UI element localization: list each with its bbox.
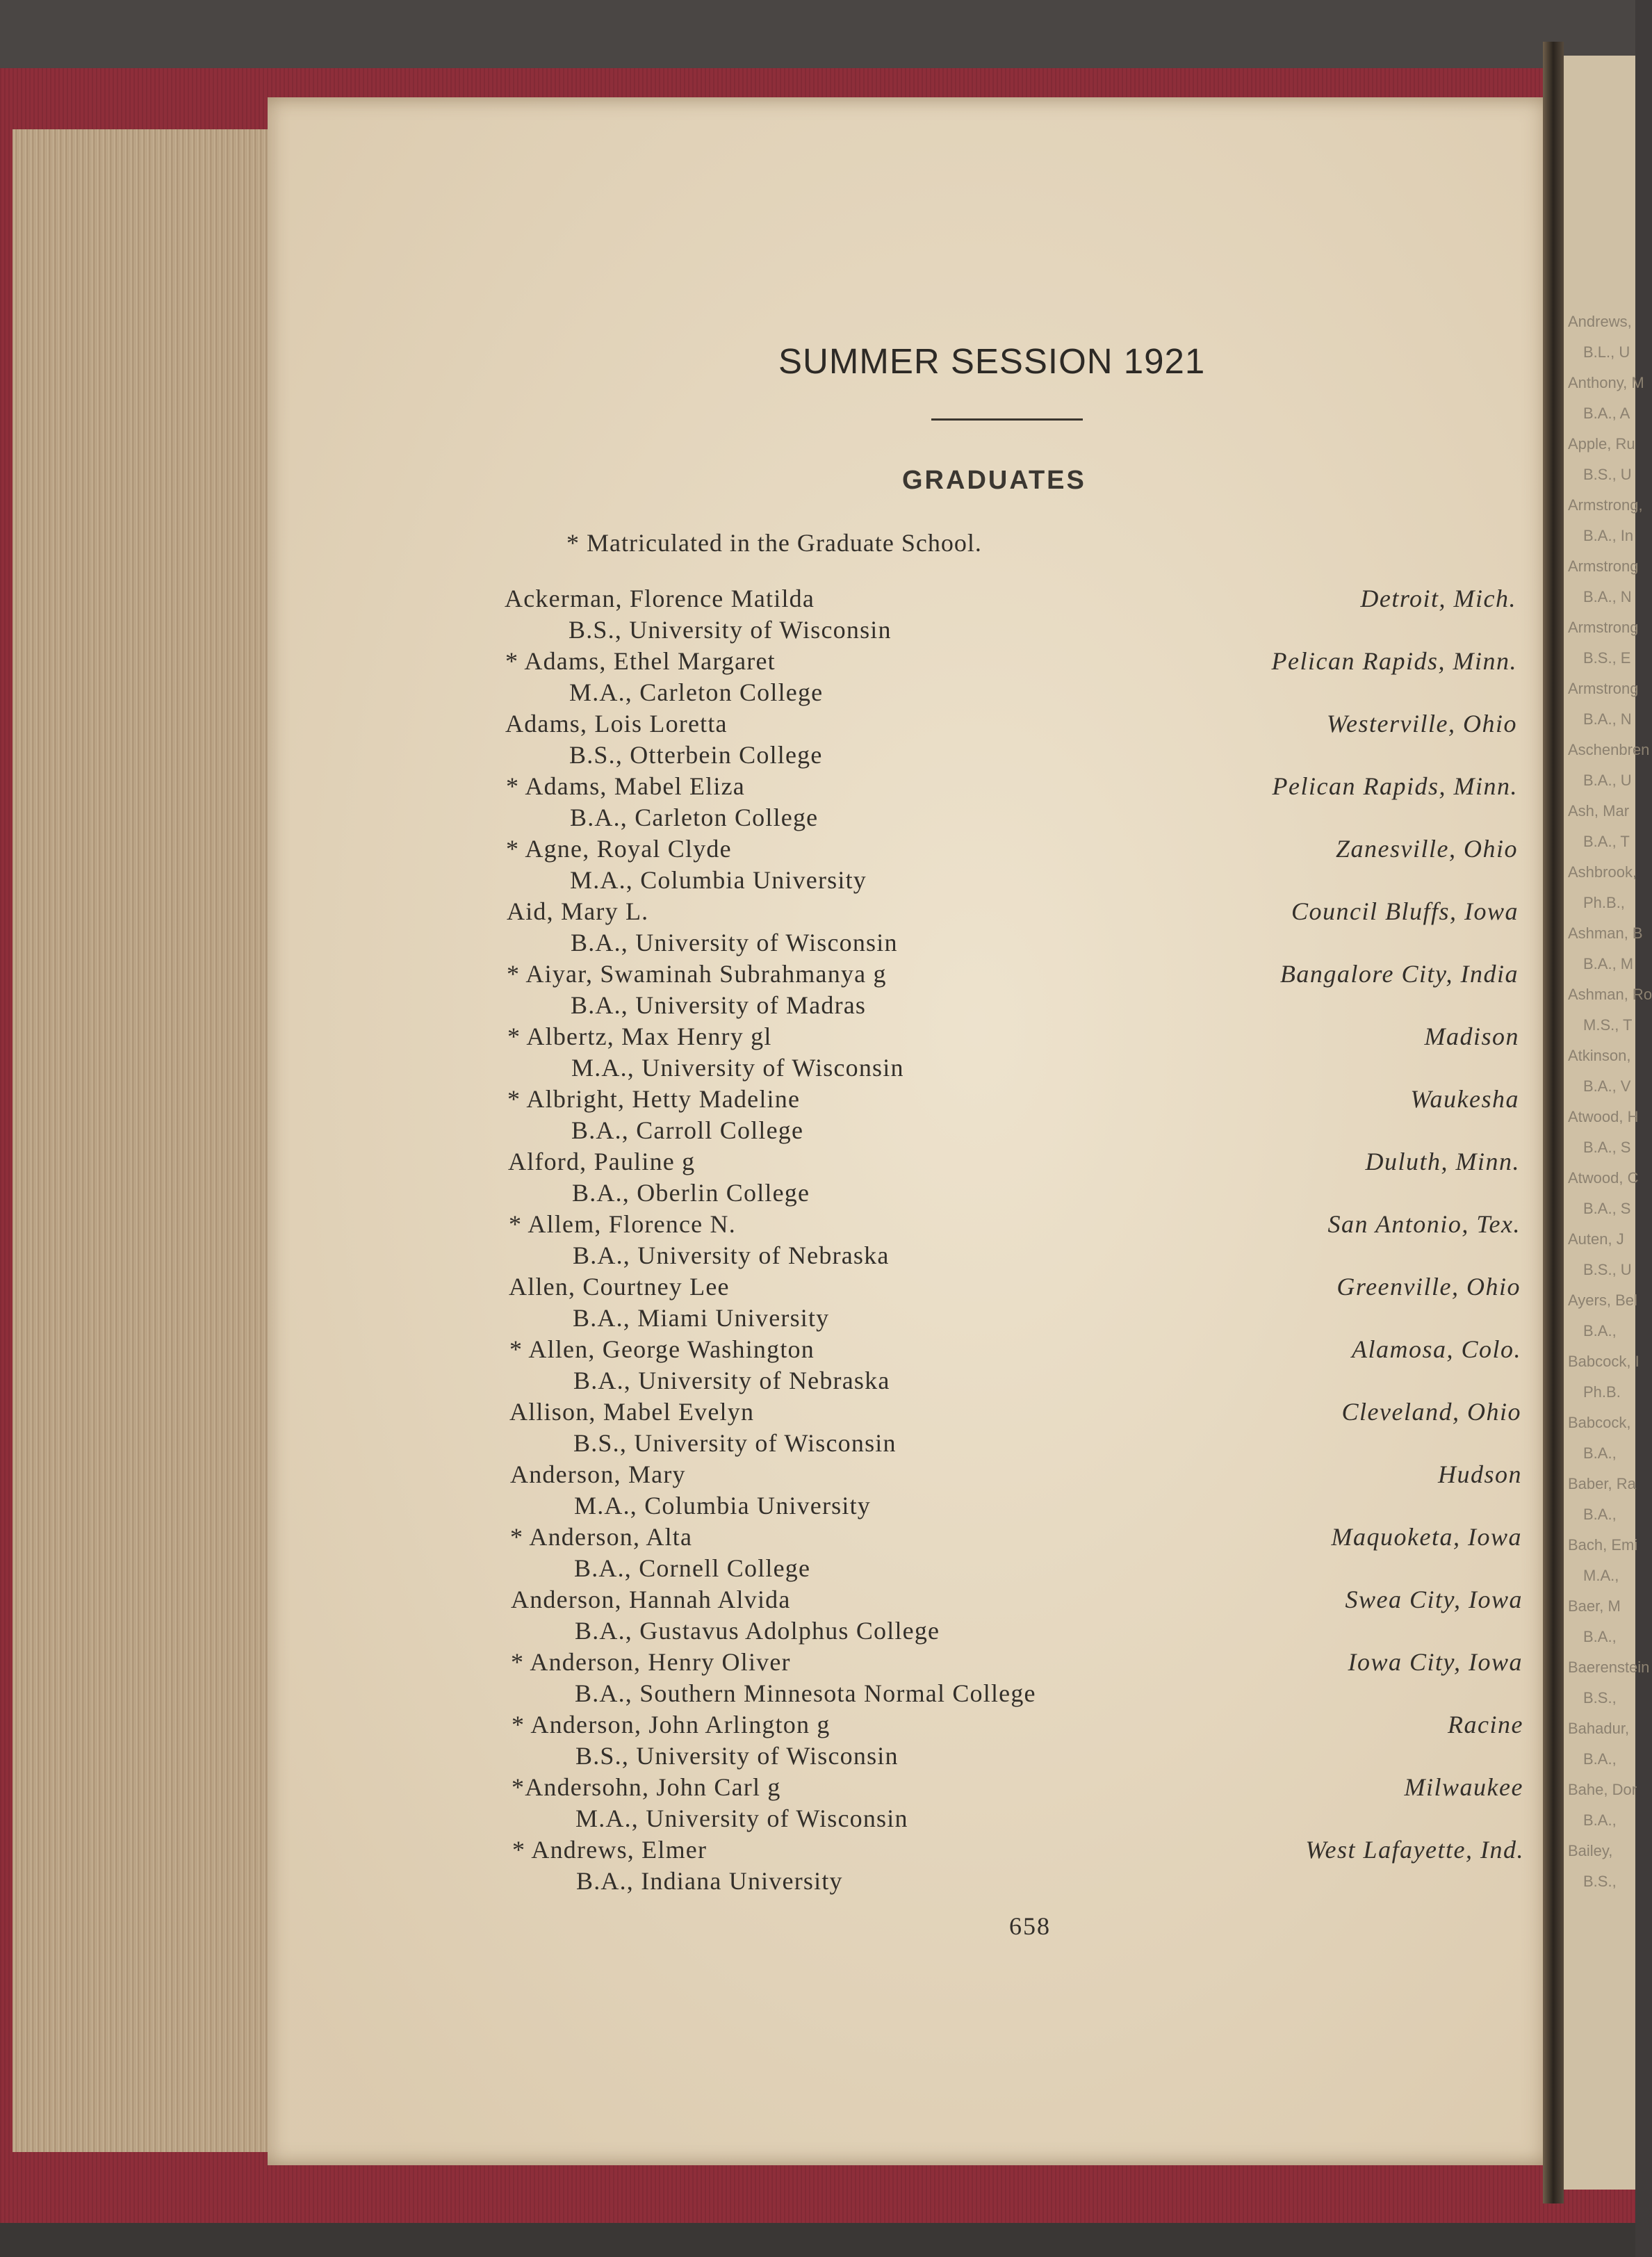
entry-name: Allen, Courtney Lee [509,1273,730,1301]
entry-place: Milwaukee [1404,1773,1523,1801]
facing-page-fragment: B.A., [1583,1506,1617,1523]
entry-degree: M.A., University of Wisconsin [575,1804,908,1832]
facing-page-fragment: B.A., [1583,1444,1617,1462]
facing-page [1564,56,1652,2190]
facing-page-fragment: Atwood, H [1568,1108,1639,1125]
entry-degree: B.A., University of Nebraska [573,1367,890,1394]
facing-page-fragment: B.A., S [1583,1200,1631,1217]
page-number: 658 [1009,1912,1051,1940]
facing-page-fragment: B.A., A [1583,405,1630,422]
facing-page-fragment: B.A., N [1583,588,1632,605]
facing-page-fragment: Ashman, Ro [1568,986,1652,1003]
entry-degree: B.S., University of Wisconsin [573,1429,897,1457]
facing-page-fragment: Bailey, [1568,1842,1613,1859]
facing-page-fragment: Aschenbren [1568,741,1650,758]
facing-page-fragment: B.S., [1583,1873,1617,1890]
facing-page-fragment: B.A., U [1583,772,1632,789]
facing-page-fragment: B.A., [1583,1322,1617,1339]
entry-name: * Agne, Royal Clyde [506,835,732,863]
entry-place: Hudson [1437,1460,1522,1488]
facing-page-fragment: Ayers, Bel [1568,1292,1637,1309]
facing-page-fragment: Bach, Emi [1568,1536,1638,1554]
facing-page-fragment: Ashbrook, [1568,863,1637,881]
facing-page-fragment: Atwood, C [1568,1169,1639,1187]
entry-degree: M.A., Columbia University [570,866,867,894]
facing-page-fragment: M.A., [1583,1567,1619,1584]
entry-place: Swea City, Iowa [1345,1586,1523,1613]
section-heading: GRADUATES [902,466,1086,495]
entry-degree: B.A., University of Wisconsin [571,929,898,956]
facing-page-fragment: Bahadur, [1568,1720,1630,1737]
entry-degree: B.A., Cornell College [574,1554,811,1582]
facing-page-fragment: Baer, M [1568,1597,1621,1615]
entry-place: Racine [1448,1711,1523,1738]
book-gutter [1543,42,1564,2203]
entry-name: Adams, Lois Loretta [505,710,728,738]
entry-name: * Albright, Hetty Madeline [507,1085,801,1113]
facing-page-fragment: Armstrong [1568,619,1639,636]
facing-page-fragment: Ashman, B [1568,924,1643,942]
entry-name: * Allen, George Washington [509,1335,815,1363]
entry-name: * Anderson, Alta [510,1523,693,1551]
entry-name: * Andrews, Elmer [512,1836,708,1864]
entry-degree: B.A., Gustavus Adolphus College [575,1617,940,1645]
facing-page-fragment: Auten, J [1568,1230,1624,1248]
facing-page-fragment: Armstrong, [1568,496,1643,514]
entry-place: Bangalore City, India [1279,960,1519,988]
entry-place: Madison [1424,1022,1519,1050]
facing-page-fragment: B.A., S [1583,1139,1631,1156]
facing-page-fragment: Babcock, I [1568,1353,1639,1370]
entry-name: Aid, Mary L. [507,897,649,925]
entry-name: Alford, Pauline g [508,1148,696,1175]
entry-place: Iowa City, Iowa [1348,1648,1523,1676]
entry-name: * Anderson, John Arlington g [512,1711,831,1738]
facing-page-fragment: Baerenstein [1568,1659,1650,1676]
facing-page-fragment: B.A., [1583,1811,1617,1829]
facing-page-fragment: B.S., U [1583,1261,1632,1278]
entry-degree: B.S., Otterbein College [569,741,823,769]
entry-name: * Allem, Florence N. [509,1210,736,1238]
facing-page-fragment: Anthony, M [1568,374,1644,391]
page-title: SUMMER SESSION 1921 [778,341,1206,381]
entry-place: Maquoketa, Iowa [1331,1523,1522,1551]
entry-place: Cleveland, Ohio [1341,1398,1521,1426]
entry-degree: B.A., University of Nebraska [573,1241,890,1269]
facing-page-fragment: B.A., M [1583,955,1634,972]
entry-name: * Anderson, Henry Oliver [511,1648,791,1676]
entry-degree: B.A., Carleton College [570,804,819,831]
entry-degree: M.A., Carleton College [569,678,824,706]
facing-page-fragment: Ash, Mar [1568,802,1630,820]
facing-page-fragment: Atkinson, [1568,1047,1631,1064]
entry-place: Pelican Rapids, Minn. [1272,772,1518,800]
entry-place: Detroit, Mich. [1360,585,1516,612]
facing-page-fragment: B.A., [1583,1628,1617,1645]
entry-name: Anderson, Mary [510,1460,686,1488]
entry-place: Zanesville, Ohio [1336,835,1518,863]
entry-name: Ackerman, Florence Matilda [505,585,815,612]
entry-degree: B.A., Oberlin College [572,1179,810,1207]
entry-degree: B.S., University of Wisconsin [575,1742,899,1770]
entry-place: Council Bluffs, Iowa [1291,897,1519,925]
facing-page-fragment: Ph.B., [1583,894,1625,911]
facing-page-fragment: B.A., [1583,1750,1617,1768]
entry-degree: B.A., Carroll College [571,1116,804,1144]
facing-page-fragment: B.S., [1583,1689,1617,1706]
entry-place: Pelican Rapids, Minn. [1271,647,1517,675]
facing-page-fragment: B.A., In [1583,527,1634,544]
entry-name: * Adams, Ethel Margaret [505,647,776,675]
entry-place: West Lafayette, Ind. [1305,1836,1524,1864]
facing-page-fragment: Armstrong [1568,680,1639,697]
facing-page-fragment: Andrews, [1568,313,1632,330]
entry-name: * Albertz, Max Henry gl [507,1022,772,1050]
facing-page-fragment: Armstrong [1568,557,1639,575]
facing-page-fragment: Babcock, [1568,1414,1631,1431]
facing-page-fragment: Ph.B. [1583,1383,1621,1401]
facing-page-fragment: B.A., T [1583,833,1630,850]
facing-page-fragment: B.S., E [1583,649,1631,667]
facing-page-fragment: Baber, Ra [1568,1475,1636,1492]
entry-name: *Andersohn, John Carl g [512,1773,781,1801]
entry-place: Greenville, Ohio [1336,1273,1521,1301]
facing-page-fragment: Bahe, Dor [1568,1781,1637,1798]
entry-name: Allison, Mabel Evelyn [509,1398,755,1426]
facing-page-fragment: B.A., N [1583,710,1632,728]
entry-name: * Aiyar, Swaminah Subrahmanya g [507,960,887,988]
matriculation-note: * Matriculated in the Graduate School. [566,529,982,557]
facing-page-fragment: B.A., V [1583,1077,1631,1095]
facing-page-fragment: Apple, Ru [1568,435,1635,453]
entry-place: Waukesha [1410,1085,1519,1113]
entry-degree: B.A., Indiana University [576,1867,843,1895]
facing-page-fragment: B.S., U [1583,466,1632,483]
title-rule [931,418,1083,421]
entry-place: San Antonio, Tex. [1327,1210,1521,1238]
entry-name: Anderson, Hannah Alvida [511,1586,791,1613]
page-edges [13,129,291,2152]
entry-degree: B.A., University of Madras [571,991,867,1019]
entry-degree: M.A., Columbia University [574,1492,871,1519]
facing-page-fragment: M.S., T [1583,1016,1633,1034]
entry-degree: B.A., Southern Minnesota Normal College [575,1679,1036,1707]
entry-degree: B.S., University of Wisconsin [569,616,892,644]
entry-place: Duluth, Minn. [1365,1148,1520,1175]
entry-place: Westerville, Ohio [1326,710,1517,738]
entry-place: Alamosa, Colo. [1351,1335,1521,1363]
entry-name: * Adams, Mabel Eliza [506,772,745,800]
entry-degree: B.A., Miami University [573,1304,830,1332]
facing-page-fragment: B.L., U [1583,343,1630,361]
entry-degree: M.A., University of Wisconsin [571,1054,904,1082]
